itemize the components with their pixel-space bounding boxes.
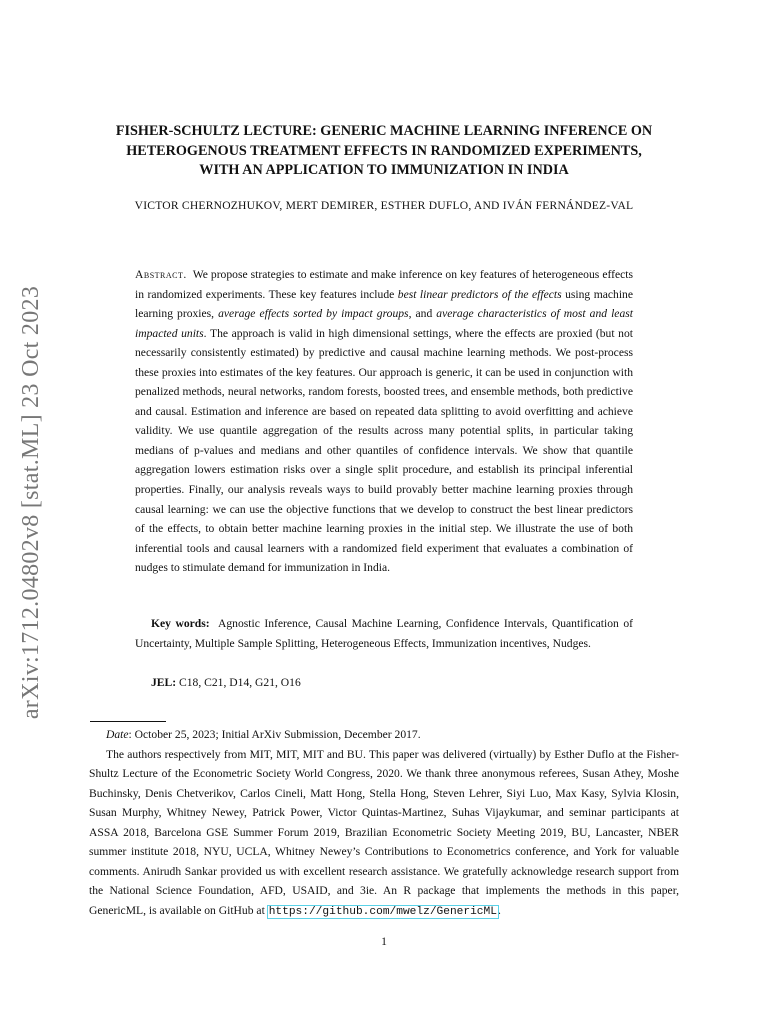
abstract-emphasis: average effects sorted by impact groups [218,307,409,321]
page-number: 1 [381,935,387,948]
footnote-thanks [89,745,679,923]
thanks-text: The authors respectively from MIT, MIT, MIT and BU. This paper was delivered (virtually) by Esther Duflo at the Fisher-Shultz Lecture of the Econometric Society World Congress, 2020. We thank three anonymous referees, Susan Athey, Moshe Buchinsky, Denis Chetverikov, Carlos Cineli, Matt Hong, Stella Hong, Steven Lehrer, Siyi Luo, Max Kasy, Sylvia Klosin, Susan Murphy, Whitney Newey, Patrick Power, Victor Quintas-Martinez, Suhas Vijaykumar, and seminar participants at ASSA 2018, Barcelona GSE Summer Forum 2019, Brazilian Econometric Society Meeting 2019, BU, Lancaster, NBER summer institute 2018, NYU, UCLA, Whitney Newey’s Contributions to Econometrics conference, and York for valuable comments. Anirudh Sankar provided us with excellent research assistance. We gratefully acknowledge research support from the National Science Foundation, AFD, USAID, and 3ie. An R package that implements the methods in this paper, GenericML, is available on GitHub at [89,747,679,917]
arxiv-identifier: arXiv:1712.04802v8 [stat.ML] 23 Oct 2023 [18,285,45,719]
abstract-text: . The approach is valid in high dimensional settings, where the effects are proxied (but not necessarily consistently estimated) by predictive and causal machine learning methods. We post-process these proxies into estimates of the key features. Our approach is generic, it can be used in conjunction with penalized methods, neural networks, random forests, boosted trees, and ensemble methods, both predictive and causal. Estimation and inference are based on repeated data splitting to avoid overfitting and achieve validity. We use quantile aggregation of the results across many potential splits, in particular taking medians of p-values and medians and other quantiles of confidence intervals. We show that quantile aggregation lowers estimation risks over a single split procedure, and establish its principal inferential properties. Finally, our analysis reveals ways to build provably better machine learning proxies through causal learning: we can use the objective functions that we develop to construct the best linear predictors of the effects, to obtain better machine learning proxies in the initial step. We illustrate the use of both inferential tools and causal learners with a randomized field experiment that evaluates a combination of nudges to stimulate demand for immunization in India. [135,326,633,575]
date-text: : October 25, 2023; Initial ArXiv Submission, December 2017. [128,728,421,741]
arxiv-side-stamp [12,262,52,742]
title-line: HETEROGENOUS TREATMENT EFFECTS IN RANDOMIZED EXPERIMENTS, [126,142,642,159]
jel-codes [151,673,301,693]
footnote-date [89,725,679,745]
footnote [89,725,679,922]
abstract [135,265,633,578]
abstract-emphasis: best linear predictors of the effects [397,287,562,301]
title-line: WITH AN APPLICATION TO IMMUNIZATION IN INDIA [199,162,569,178]
keywords-label: Key words: [151,617,210,630]
jel-label: JEL: [151,676,177,689]
author-list: VICTOR CHERNOZHUKOV, MERT DEMIRER, ESTHER DUFLO, AND IVÁN FERNÁNDEZ-VAL [134,199,634,212]
thanks-end: . [497,903,501,917]
footnote-rule [90,721,166,722]
date-label: Date [106,728,129,741]
abstract-emphasis: average characteristics of most and least impacted units [135,307,633,340]
github-link[interactable]: https://github.com/mwelz/GenericML [268,905,497,918]
keywords [135,614,633,653]
abstract-text: We propose strategies to estimate and make inference on key features of heterogeneous effects in randomized experiments. These key features include [135,268,633,301]
jel-text: C18, C21, D14, G21, O16 [179,676,301,689]
abstract-label: Abstract. [135,268,187,281]
title-line: FISHER-SCHULTZ LECTURE: GENERIC MACHINE LEARNING INFERENCE ON [115,123,653,139]
abstract-text: using machine learning proxies, [135,287,633,321]
paper-title [80,122,688,181]
abstract-text: , and [408,307,437,321]
keywords-text: Agnostic Inference, Causal Machine Learning, Confidence Intervals, Quantification of Uncertainty, Multiple Sample Splitting, Heterogeneous Effects, Immunization incentives, Nudges. [135,617,633,650]
